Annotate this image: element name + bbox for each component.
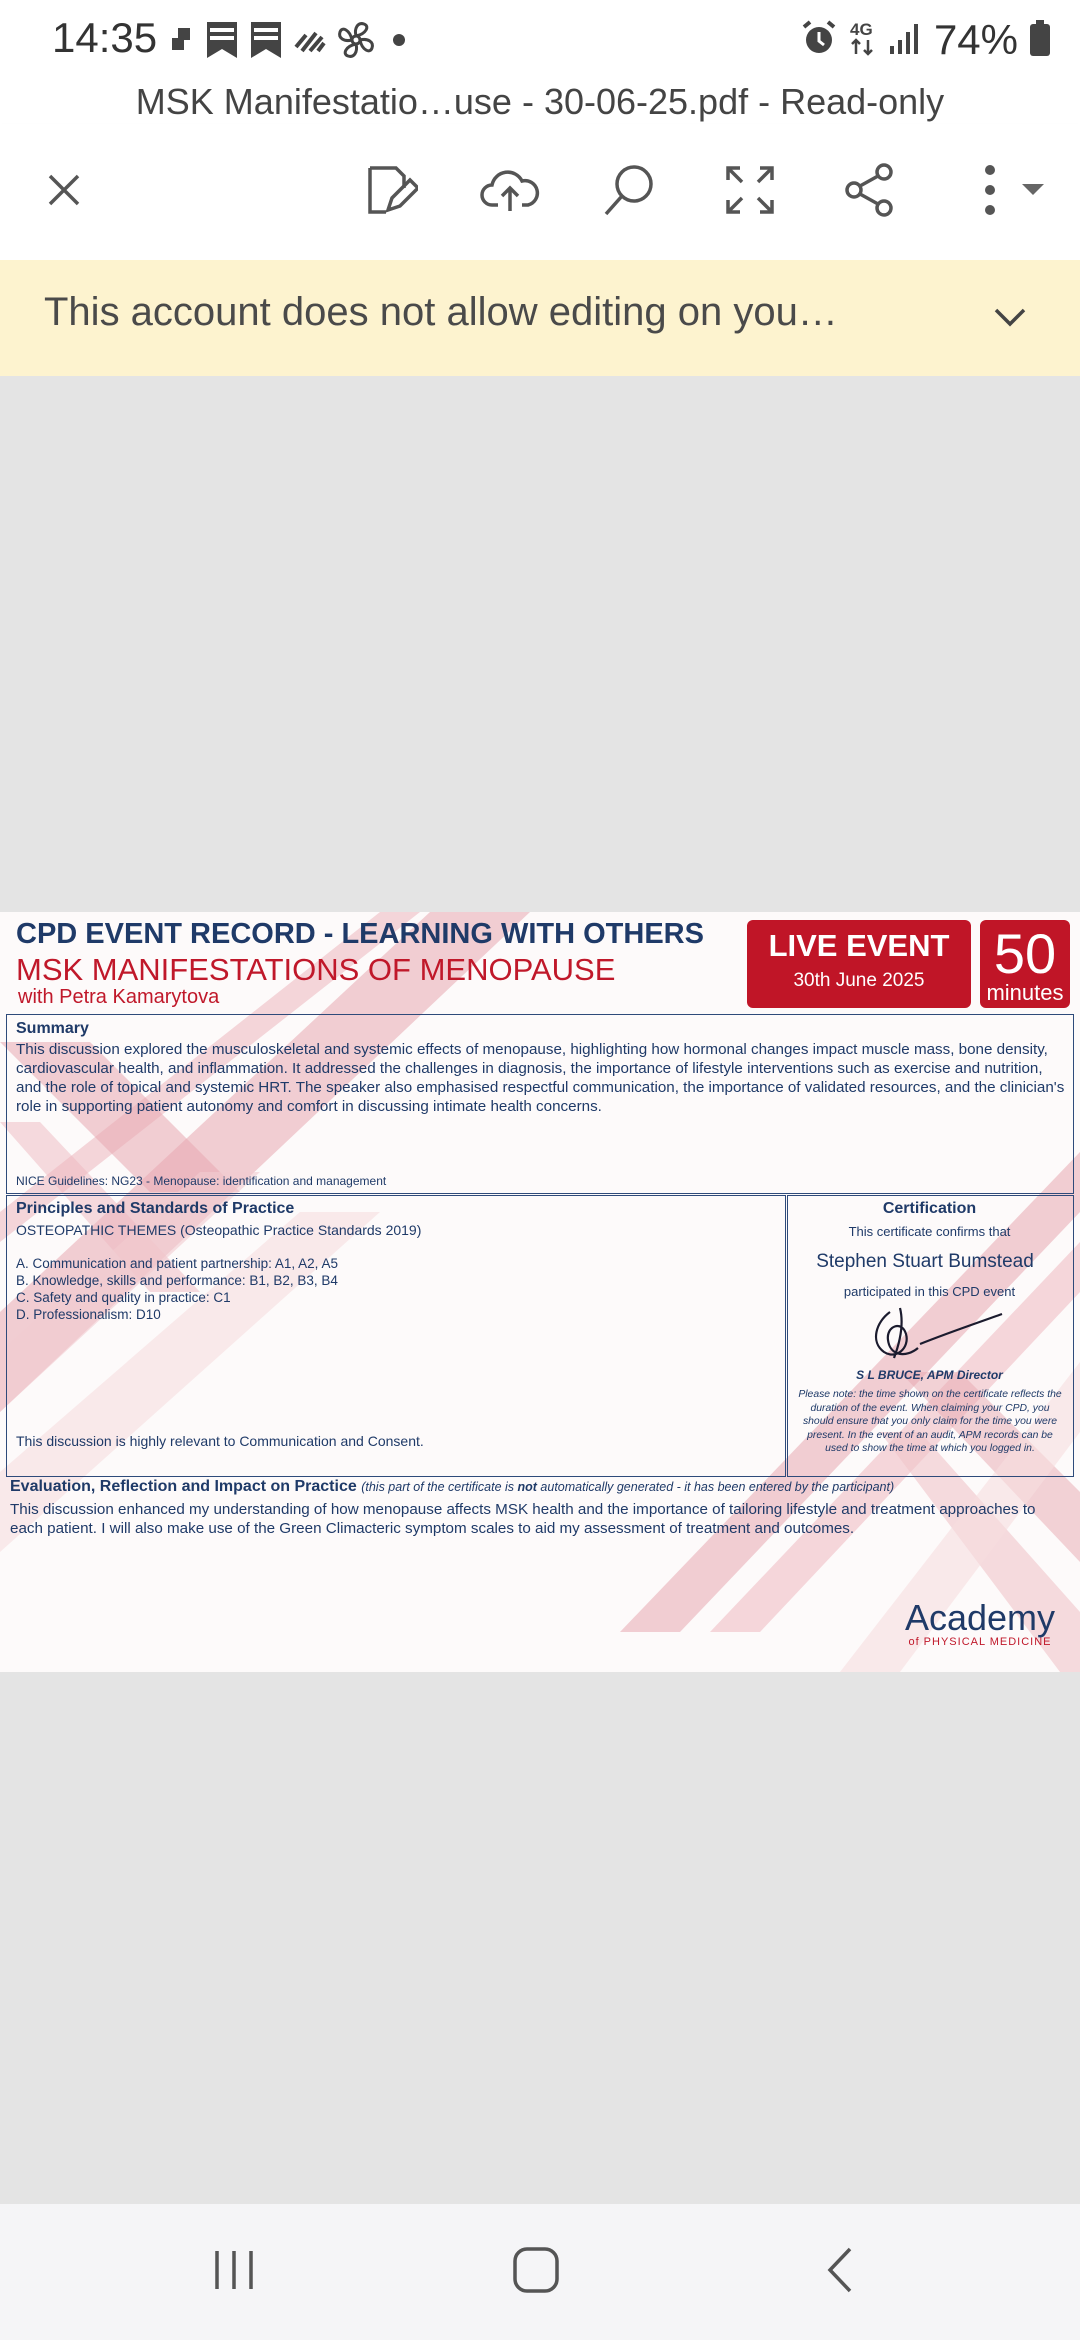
live-event-label: LIVE EVENT <box>768 928 950 963</box>
principle-item: A. Communication and patient partnership: A1, A2, A5 <box>16 1256 338 1271</box>
search-button[interactable] <box>598 160 662 224</box>
certificate-title: CPD EVENT RECORD - LEARNING WITH OTHERS <box>16 918 704 950</box>
battery-percentage: 74% <box>933 16 1018 63</box>
nice-guidelines: NICE Guidelines: NG23 - Menopause: identification and management <box>16 1174 387 1188</box>
certification-note: Please note: the time shown on the certificate reflects the duration of the event. When claiming your CPD, you should ensure that you only claim for the time you were present. In the event of an audit, APM records can be used to show the time at which you logged in. <box>798 1389 1062 1454</box>
cloud-upload-icon <box>480 165 540 220</box>
edit-icon <box>362 162 418 223</box>
principle-item: C. Safety and quality in practice: C1 <box>16 1290 231 1305</box>
status-bar <box>0 0 1080 80</box>
status-right <box>800 14 1052 66</box>
principles-footer: This discussion is highly relevant to Communication and Consent. <box>16 1433 424 1449</box>
bookmark-icon <box>248 20 284 65</box>
document-title-bar <box>0 80 1080 124</box>
event-date: 30th June 2025 <box>793 970 925 991</box>
signature-icon <box>840 1304 1010 1369</box>
alarm-icon <box>800 19 838 62</box>
cloud-upload-button[interactable] <box>478 160 542 224</box>
logo-sub-text: of PHYSICAL MEDICINE <box>908 1636 1052 1648</box>
evaluation-note <box>361 1480 894 1494</box>
certification-title: Certification <box>882 1200 977 1217</box>
duration-badge <box>980 920 1070 1008</box>
cpd-certificate <box>0 912 1080 1672</box>
back-button[interactable] <box>810 2242 870 2302</box>
home-button[interactable] <box>506 2242 566 2302</box>
dot-icon <box>384 25 414 60</box>
presenter: with Petra Kamarytova <box>18 986 220 1008</box>
status-time: 14:35 <box>52 14 158 61</box>
sound-icon <box>292 25 328 60</box>
home-icon <box>511 2245 561 2300</box>
evaluation-title-text: Evaluation, Reflection and Impact on Practice <box>10 1478 357 1495</box>
status-left-icons <box>168 20 414 64</box>
bookmark-icon <box>204 20 240 65</box>
battery-icon <box>1028 18 1052 63</box>
director-signature: S L BRUCE, APM Director <box>856 1368 1003 1382</box>
svg-text:4G: 4G <box>849 19 873 39</box>
participant-name: Stephen Stuart Bumstead <box>816 1251 1034 1272</box>
chevron-down-icon[interactable] <box>992 300 1028 341</box>
logo-main-text: Academy <box>904 1597 1056 1638</box>
fan-icon <box>336 20 376 65</box>
evaluation-note-bold: not <box>517 1480 537 1494</box>
event-title: MSK MANIFESTATIONS OF MENOPAUSE <box>16 952 616 987</box>
recent-apps-button[interactable] <box>204 2242 264 2302</box>
academy-logo <box>890 1597 1070 1648</box>
principles-title: Principles and Standards of Practice <box>16 1200 295 1217</box>
share-icon <box>842 162 898 223</box>
principles-theme: OSTEOPATHIC THEMES (Osteopathic Practice Standards 2019) <box>16 1222 422 1238</box>
signal-icon <box>888 20 924 61</box>
more-options-icon <box>966 162 1046 223</box>
fullscreen-button[interactable] <box>718 160 782 224</box>
certification-confirms: This certificate confirms that <box>848 1224 1011 1239</box>
principle-item: B. Knowledge, skills and performance: B1, B2, B3, B4 <box>16 1273 338 1288</box>
notification-icon <box>168 26 196 59</box>
duration-value: 50 <box>993 922 1057 985</box>
participation-text: participated in this CPD event <box>843 1284 1016 1299</box>
network-4g-icon <box>848 18 878 63</box>
share-button[interactable] <box>838 160 902 224</box>
evaluation-note-start: (this part of the certificate is <box>361 1480 518 1494</box>
close-button[interactable] <box>32 160 96 224</box>
search-icon <box>602 162 658 223</box>
summary-text: This discussion explored the musculoskeletal and systemic effects of menopause, highlighting how hormonal changes impact muscle mass, bone density, cardiovascular health, and inflammation. It addressed the challenges in diagnosis, the importance of lifestyle interventions such as exercise and nutrition, and the role of topical and systemic HRT. The speaker also emphasised respectful communication, the importance of validated resources, and the clinician's role in supporting patient autonomy and comfort in discussing intimate health concerns. <box>16 1041 1065 1115</box>
close-icon <box>44 170 84 215</box>
read-only-banner[interactable] <box>0 260 1080 376</box>
summary-title: Summary <box>16 1020 89 1037</box>
toolbar <box>0 124 1080 260</box>
principle-item: D. Professionalism: D10 <box>16 1307 161 1322</box>
pdf-page[interactable] <box>0 912 1080 1672</box>
banner-text: This account does not allow editing on you… <box>44 290 838 334</box>
evaluation-text: This discussion enhanced my understanding of how menopause affects MSK health and the importance of tailoring lifestyle and treatment approaches to each patient. I will also make use of the Green Climacteric symptom scales to aid my assessment of treatment and outcomes. <box>10 1501 1036 1537</box>
back-icon <box>820 2245 860 2300</box>
evaluation-note-end: automatically generated - it has been entered by the participant) <box>536 1480 895 1494</box>
recent-apps-icon <box>211 2247 257 2298</box>
navigation-bar <box>0 2204 1080 2340</box>
live-event-badge <box>747 920 971 1008</box>
duration-unit: minutes <box>986 980 1064 1005</box>
evaluation-title <box>10 1478 894 1496</box>
document-title: MSK Manifestatio…use - 30-06-25.pdf - Read-only <box>135 81 945 122</box>
more-options-button[interactable] <box>962 160 1050 224</box>
edit-button[interactable] <box>358 160 422 224</box>
fullscreen-icon <box>724 164 776 221</box>
